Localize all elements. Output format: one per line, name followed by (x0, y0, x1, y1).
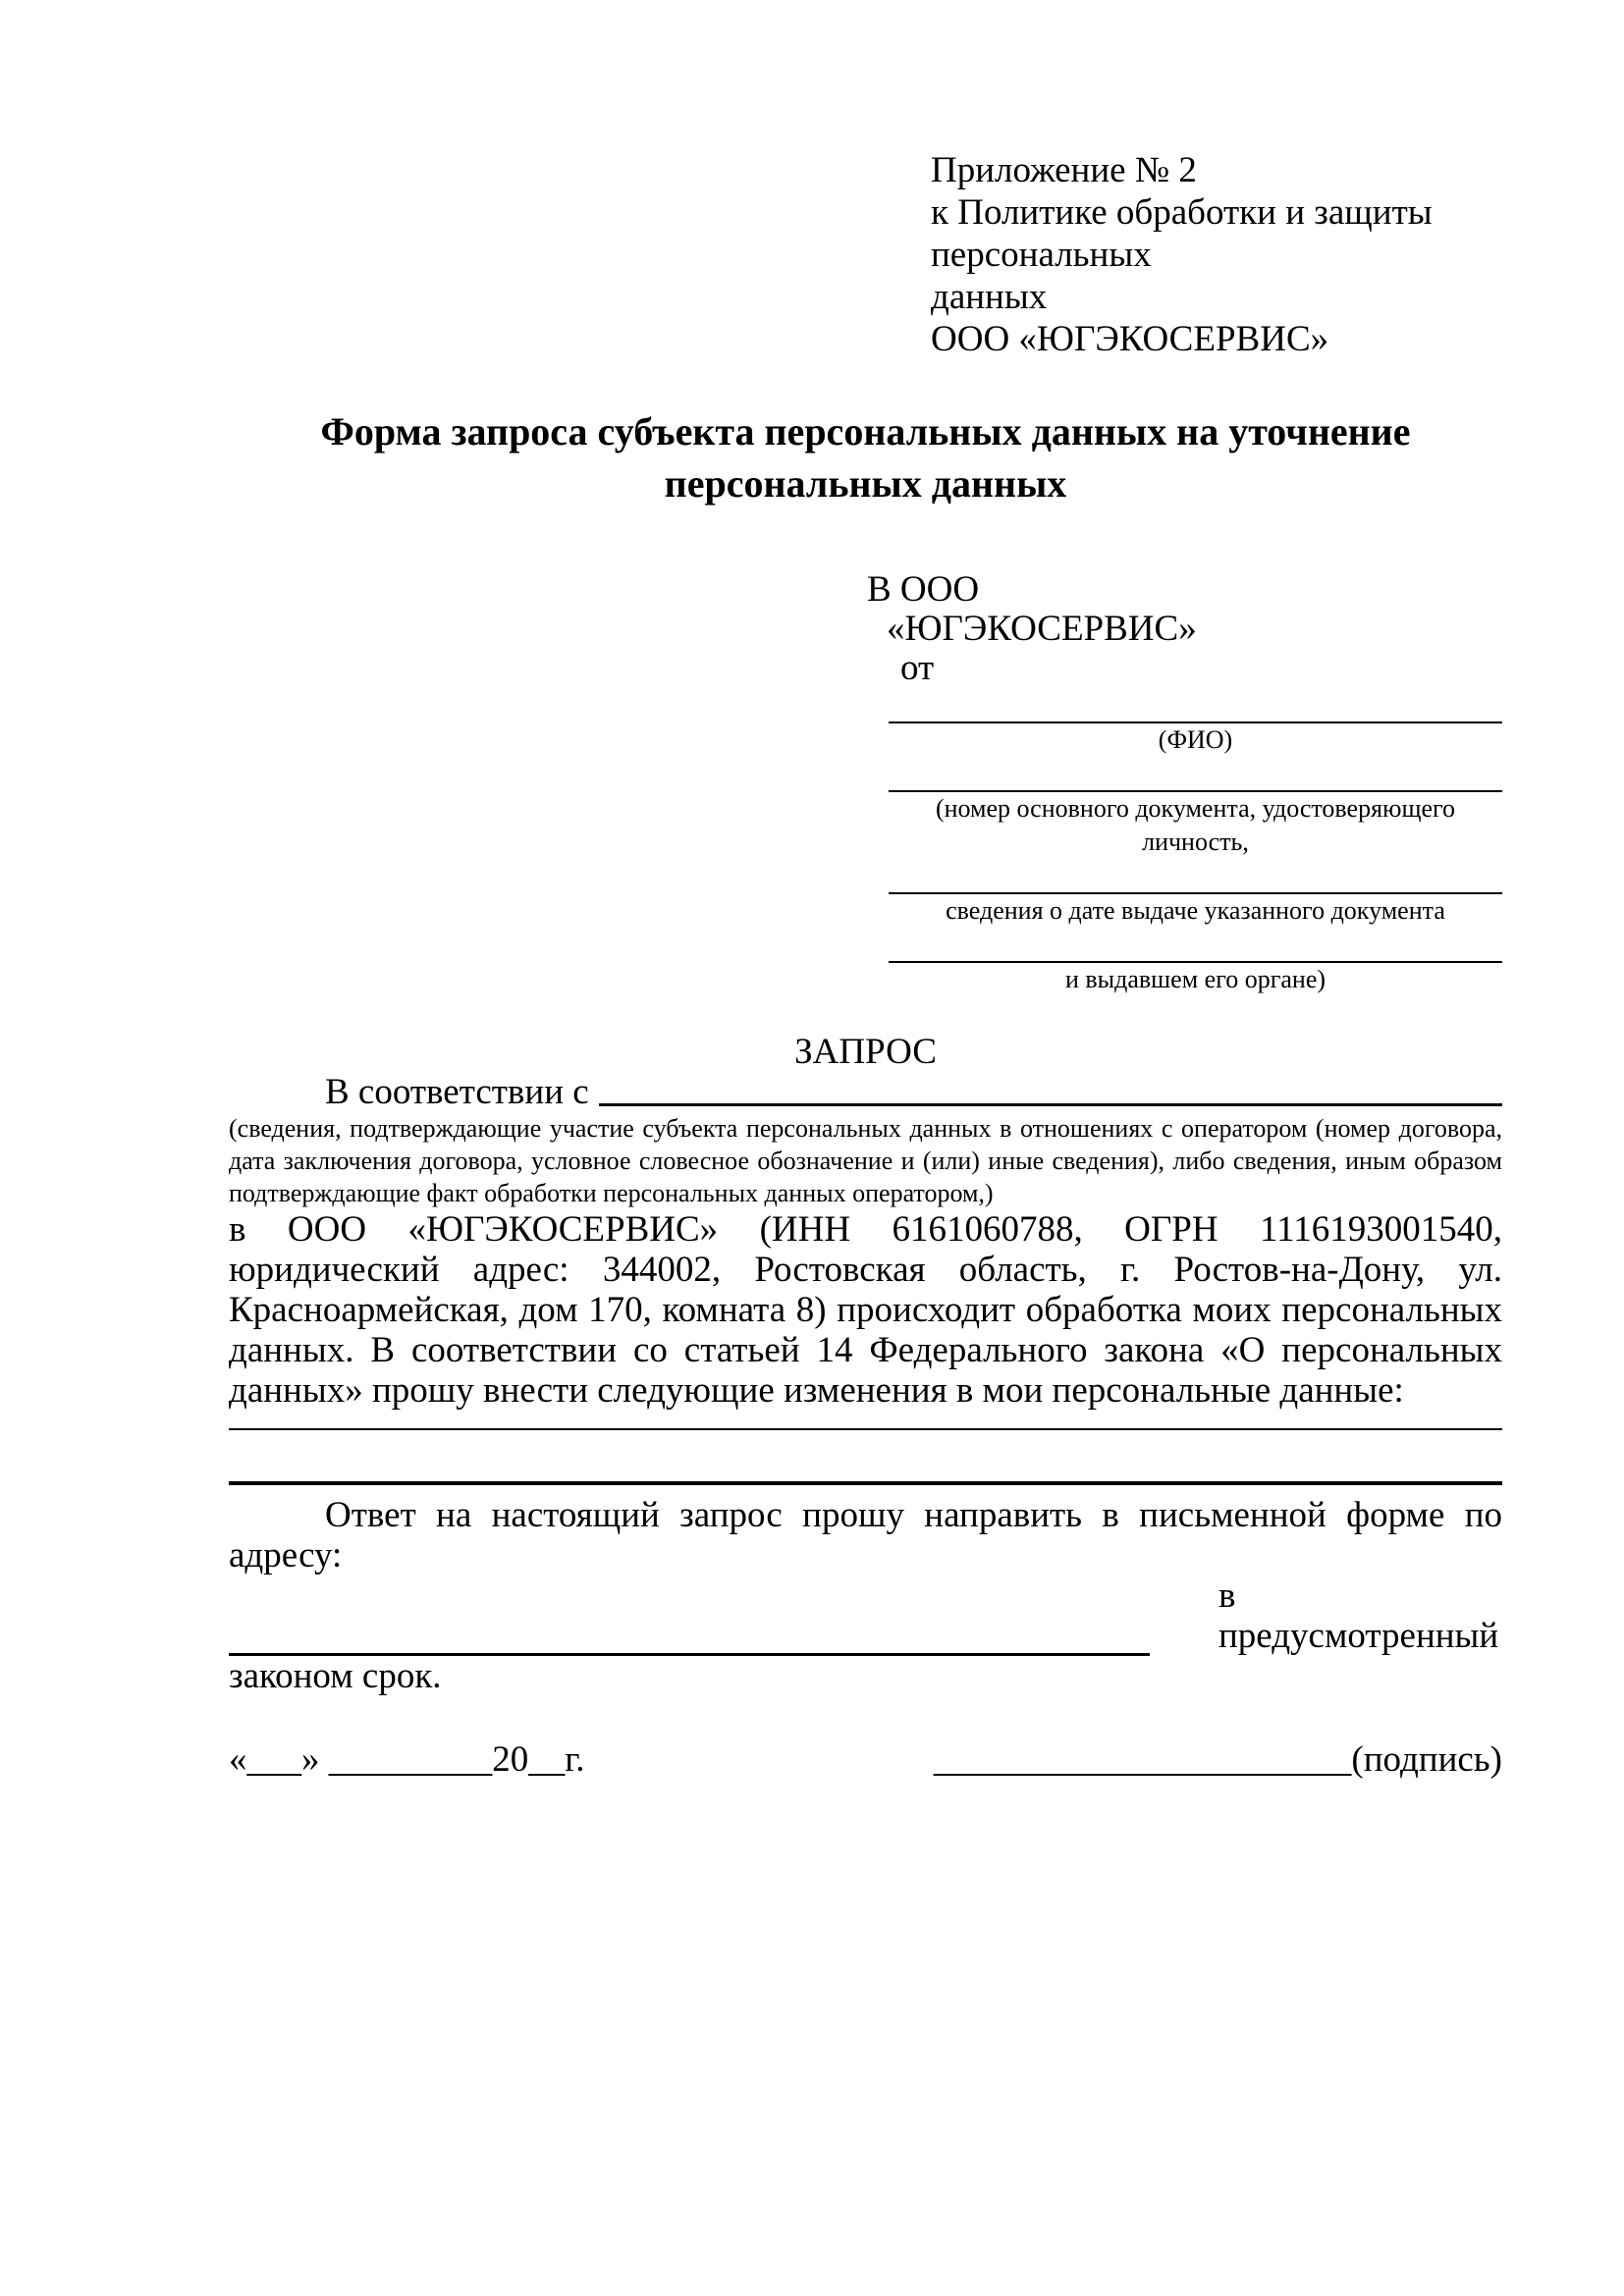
fio-blank-caption: (ФИО) (1158, 725, 1233, 754)
signature-row (229, 1739, 1502, 1780)
request-heading: ЗАПРОС (794, 1032, 937, 1072)
addressee-line-1: В ООО (867, 569, 980, 610)
signature-blank-line: _______________________ (933, 1739, 1352, 1780)
addressee-line-3: от (900, 648, 935, 688)
body-paragraph: в ООО «ЮГЭКОСЕРВИС» (ИНН 6161060788, ОГРН 1116193001540, юридический адрес: 344002, Ростовская область, г. Ростов-на-Дону, ул. Красноармейская, дом 170, комната 8) происходит обработка моих персональных данных. В соответствии со статьей 14 Федерального закона «О персональных данных» прошу внести следующие изменения в мои персональные данные: (229, 1209, 1502, 1411)
annex-header (931, 149, 1502, 360)
issuing-authority-blank-row (867, 928, 1502, 996)
issue-date-blank-line (889, 859, 1502, 894)
issuing-authority-blank-line (889, 928, 1502, 963)
changes-blank-line-1 (229, 1411, 1502, 1430)
answer-paragraph: Ответ на настоящий запрос прошу направить в письменной форме по адресу: (229, 1495, 1502, 1575)
annex-line: к Политике обработки и защиты персональных (931, 192, 1433, 275)
document-number-blank-caption: (номер основного документа, удостоверяющего личность, (935, 794, 1456, 856)
fio-blank-line (889, 688, 1502, 723)
answer-address-blank-line (229, 1621, 1150, 1656)
document-number-blank-row (867, 757, 1502, 859)
date-blank: «___» _________20__г. (229, 1739, 585, 1780)
issue-date-blank-row (867, 859, 1502, 928)
addressee-block (867, 570, 1502, 996)
addressee-line-2: «ЮГЭКОСЕРВИС» (887, 609, 1197, 649)
fio-blank-row (867, 688, 1502, 757)
accordance-prefix: В соответствии с (325, 1072, 589, 1112)
annex-line: Приложение № 2 (931, 150, 1197, 190)
accordance-blank-line (599, 1072, 1502, 1106)
accordance-caption: (сведения, подтверждающие участие субъекта персональных данных в отношениях с оператором (номер договора, дата заключения договора, условное словесное обозначение и (или) иные сведения), либо сведения, иным образом подтверждающие факт обработки персональных данных оператором,) (229, 1114, 1502, 1207)
changes-blank-line-2 (229, 1430, 1502, 1485)
signature-blank (934, 1739, 1502, 1780)
document-title: Форма запроса субъекта персональных данных на уточнение персональных данных (320, 409, 1411, 506)
document-number-blank-line (889, 757, 1502, 792)
answer-address-row (229, 1575, 1502, 1656)
annex-line: данных (931, 277, 1048, 317)
issuing-authority-blank-caption: и выдавшем его органе) (1064, 965, 1326, 993)
annex-line: ООО «ЮГЭКОСЕРВИС» (931, 319, 1329, 359)
accordance-line (229, 1072, 1502, 1112)
signature-caption: (подпись) (1351, 1739, 1502, 1780)
answer-tail: законом срок. (229, 1656, 442, 1696)
answer-address-rest: в предусмотренный (1218, 1575, 1499, 1656)
issue-date-blank-caption: сведения о дате выдаче указанного документа (946, 896, 1445, 925)
